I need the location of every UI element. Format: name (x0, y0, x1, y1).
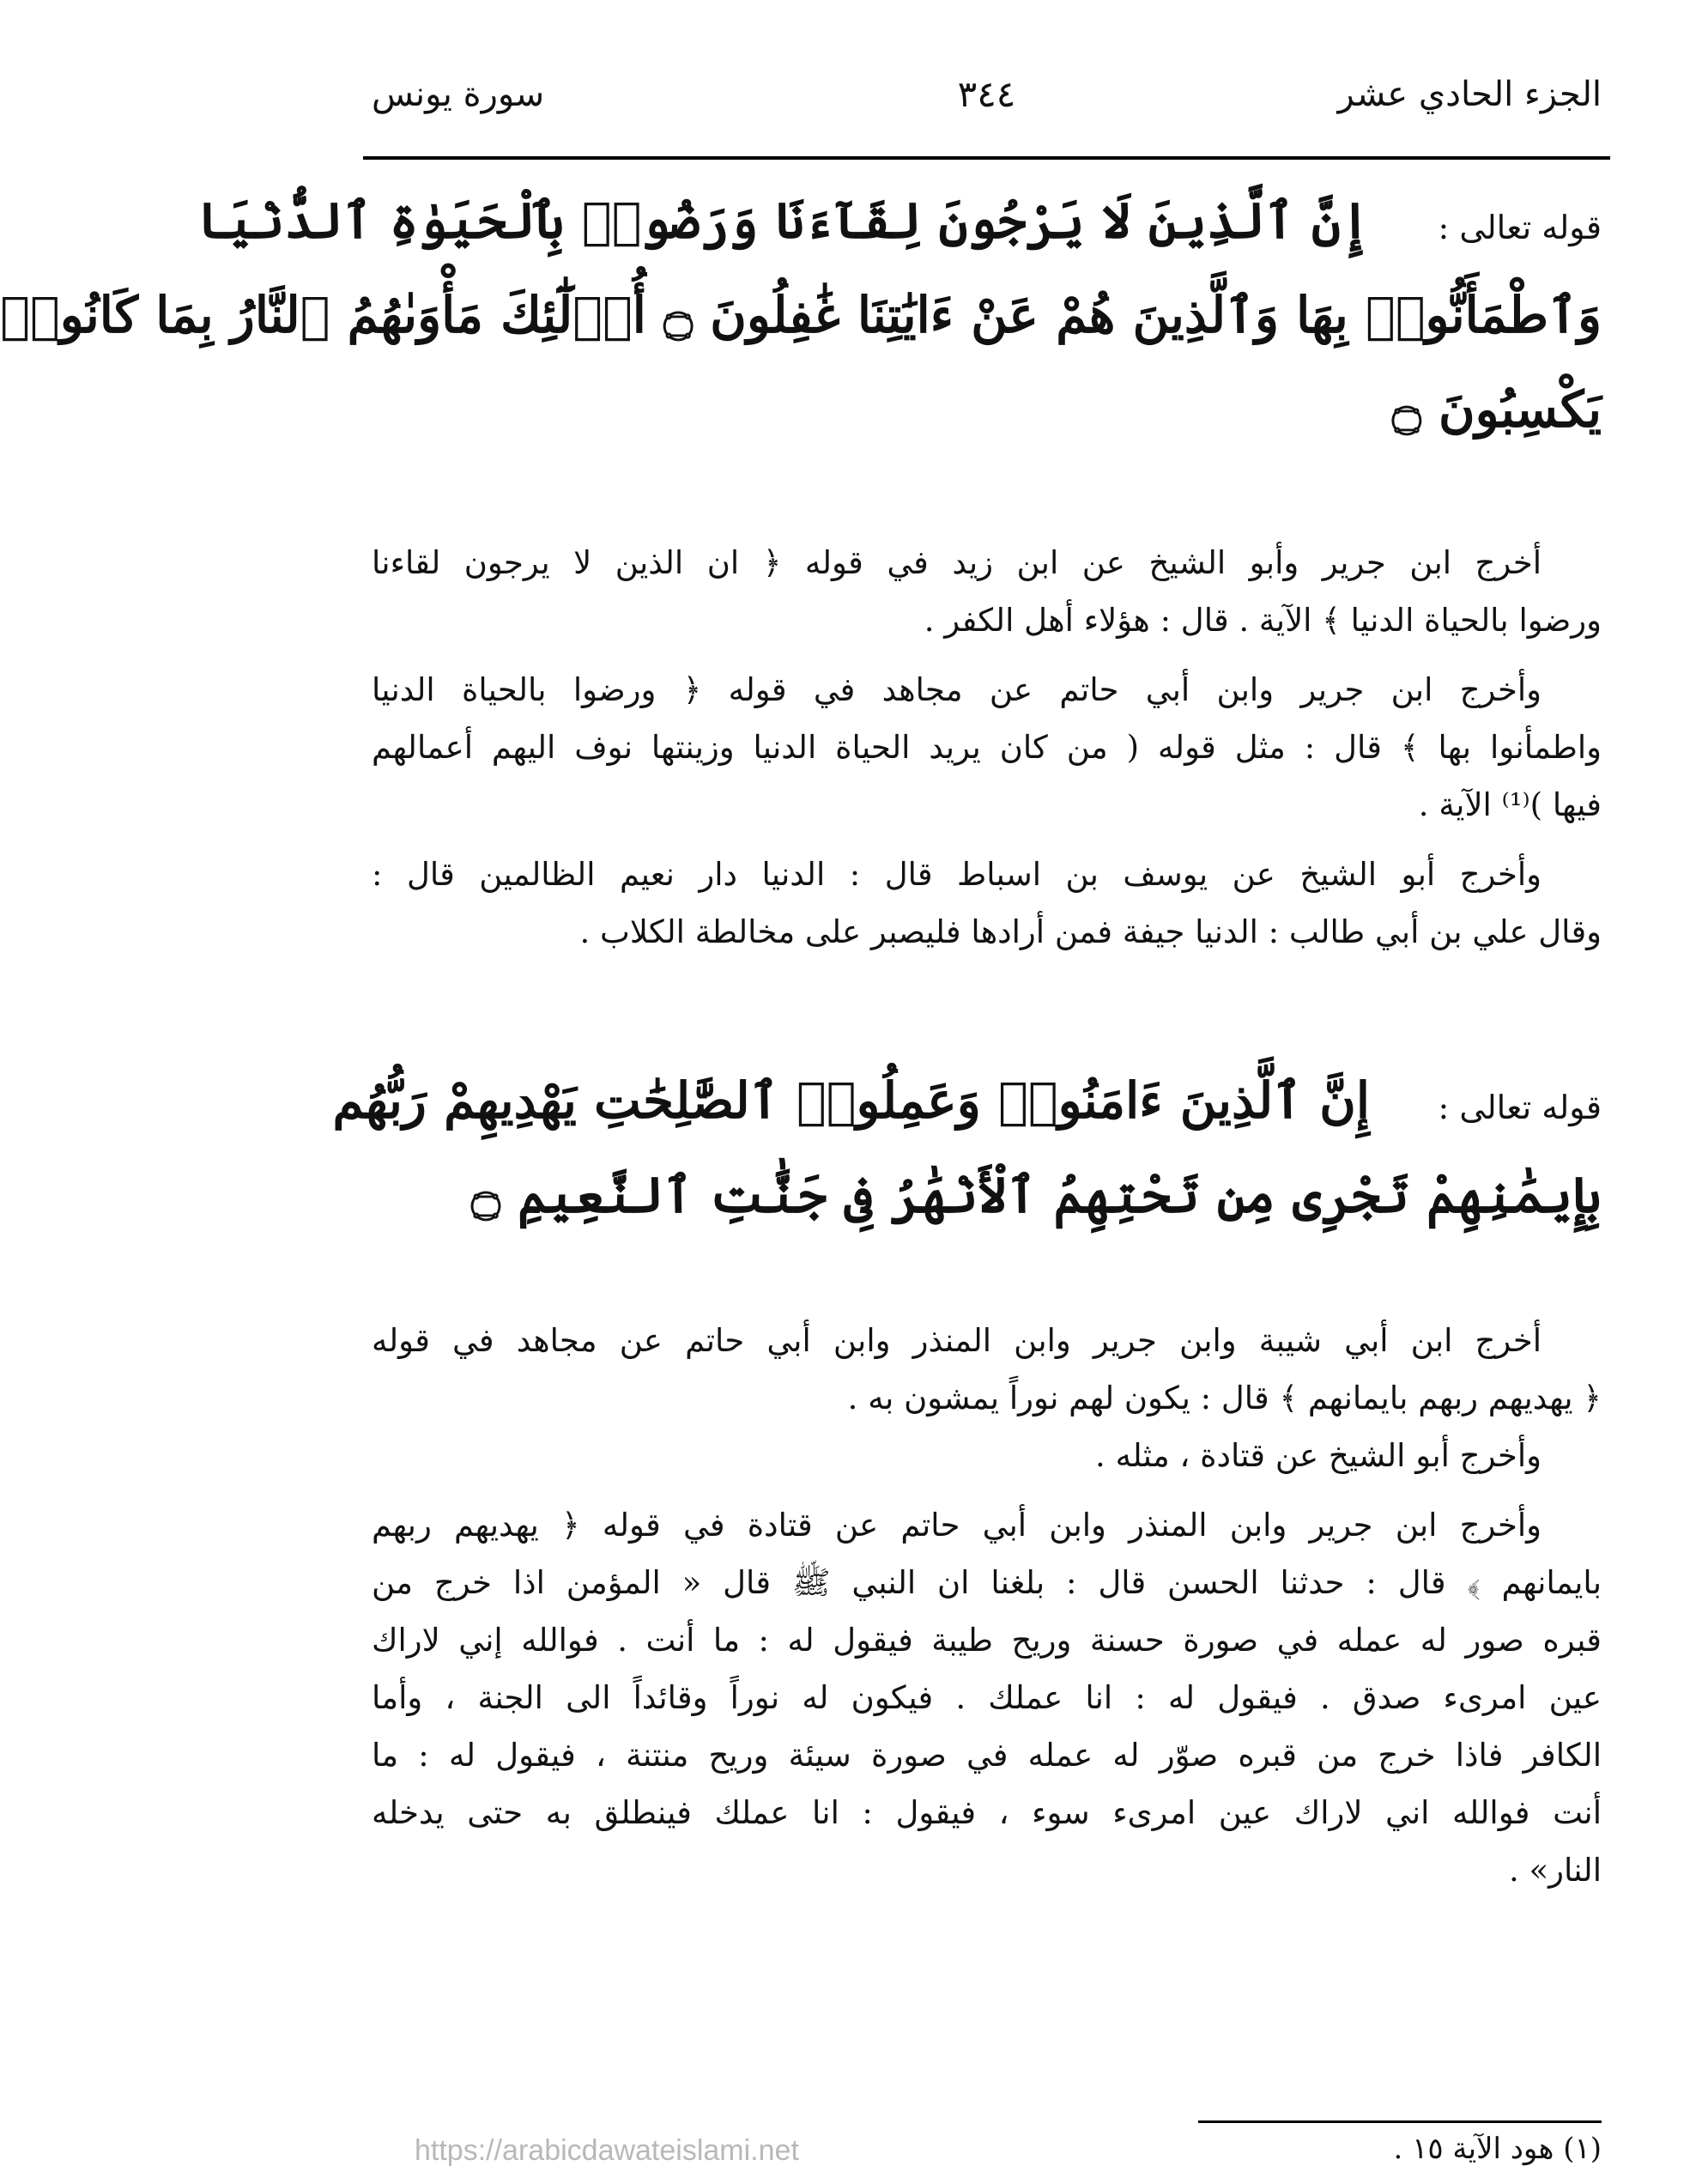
commentary-line: وأخرج ابن جرير وابن المنذر وابن أبي حاتم عن قتادة في قوله ﴿ يهديهم ربهم (372, 1507, 1542, 1544)
commentary-line: النار» . (1508, 1852, 1602, 1889)
part-title: الجزء الحادي عشر (1337, 75, 1602, 114)
commentary-line: وأخرج أبو الشيخ عن قتادة ، مثله . (1095, 1437, 1542, 1474)
commentary-block-1 (372, 534, 1602, 961)
quran-verse-text: يَكْسِبُونَ ۝ (1391, 380, 1602, 439)
commentary-line: عين امرىء صدق . فيقول له : انا عملك . فيكون له نوراً وقائداً الى الجنة ، وأما (372, 1679, 1602, 1716)
verse-intro-label: قوله تعالى : (1438, 1089, 1602, 1126)
verse-line (0, 279, 1602, 373)
commentary-line: الكافر فاذا خرج من قبره صوّر له عمله في صورة سيئة وريح منتنة ، فيقول له : ما (372, 1737, 1602, 1774)
commentary-line: وقال علي بن أبي طالب : الدنيا جيفة فمن أرادها فليصبر على مخالطة الكلاب . (579, 913, 1602, 950)
commentary-block-2 (372, 1312, 1602, 1899)
quran-verse-text: وَٱطْمَأَنُّوا۟ بِهَا وَٱلَّذِينَ هُمْ عَنْ ءَايَٰتِنَا غَٰفِلُونَ ۝ أُو۟لَٰٓئِكَ مَأْوَىٰهُمُ ٱلنَّارُ بِمَا كَانُوا۟ (0, 286, 1602, 344)
commentary-line: قبره صور له عمله في صورة حسنة وريح طيبة فيقول له : ما أنت . فوالله إني لاراك (372, 1622, 1602, 1659)
surah-title: سورة يونس (372, 75, 545, 114)
page-header (372, 69, 1602, 129)
commentary-line: أخرج ابن أبي شيبة وابن جرير وابن المنذر وابن أبي حاتم عن مجاهد في قوله (372, 1322, 1542, 1359)
footnote: (١) هود الآية ١٥ . (1393, 2132, 1602, 2166)
commentary-line: ورضوا بالحياة الدنيا ﴾ الآية . قال : هؤلاء أهل الكفر . (924, 602, 1602, 639)
quran-verse-text: إِنَّ ٱلَّذِينَ لَا يَرْجُونَ لِقَآءَنَا وَرَضُوا۟ بِٱلْحَيَوٰةِ ٱلدُّنْيَا (197, 191, 1370, 250)
verse-line (197, 185, 1602, 279)
page-number: ٣٤٤ (957, 73, 1016, 115)
verse-block-1 (0, 185, 1602, 468)
source-watermark: https://arabicdawateislami.net (415, 2134, 799, 2167)
commentary-line: وأخرج أبو الشيخ عن يوسف بن اسباط قال : الدنيا دار نعيم الظالمين قال : (372, 856, 1542, 893)
footnote-divider (1198, 2120, 1602, 2123)
commentary-line: واطمأنوا بها ﴾ قال : مثل قوله ( من كان يريد الحياة الدنيا وزينتها نوف اليهم أعمالهم (372, 729, 1602, 766)
verse-line (372, 373, 1602, 468)
commentary-line: بايمانهم ﴾ قال : حدثنا الحسن قال : بلغنا ان النبي ﷺ قال « المؤمن اذا خرج من (372, 1564, 1602, 1601)
commentary-line: أخرج ابن جرير وأبو الشيخ عن ابن زيد في قوله ﴿ ان الذين لا يرجون لقاءنا (372, 544, 1542, 581)
commentary-line: فيها )⁽¹⁾ الآية . (1418, 786, 1602, 823)
commentary-line: وأخرج ابن جرير وابن أبي حاتم عن مجاهد في قوله ﴿ ورضوا بالحياة الدنيا (372, 671, 1542, 708)
header-divider (363, 156, 1610, 160)
verse-block-2 (332, 1065, 1602, 1253)
quran-verse-text: بِإِيمَٰنِهِمْ تَجْرِى مِن تَحْتِهِمُ ٱلْأَنْهَٰرُ فِى جَنَّٰتِ ٱلنَّعِيمِ ۝ (470, 1166, 1602, 1224)
verse-line (372, 1159, 1602, 1253)
commentary-line: أنت فوالله اني لاراك عين امرىء سوء ، فيقول : انا عملك فينطلق به حتى يدخله (372, 1794, 1602, 1831)
verse-intro-label: قوله تعالى : (1438, 209, 1602, 246)
quran-verse-text: إِنَّ ٱلَّذِينَ ءَامَنُوا۟ وَعَمِلُوا۟ ٱلصَّٰلِحَٰتِ يَهْدِيهِمْ رَبُّهُم (332, 1071, 1370, 1130)
commentary-line: ﴿ يهديهم ربهم بايمانهم ﴾ قال : يكون لهم نوراً يمشون به . (847, 1380, 1602, 1417)
verse-line (332, 1065, 1602, 1159)
